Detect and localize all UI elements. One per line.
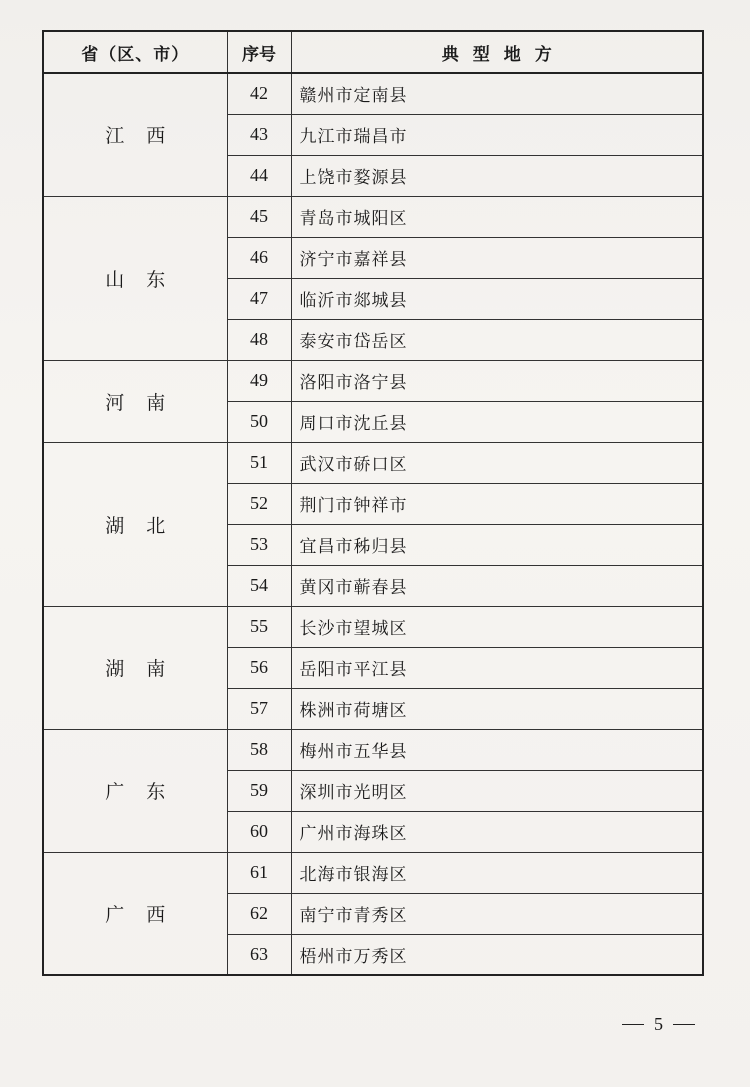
place-cell: 洛阳市洛宁县 (291, 360, 703, 401)
number-cell: 42 (227, 73, 291, 114)
number-cell: 62 (227, 893, 291, 934)
table-body (43, 73, 703, 975)
number-cell: 48 (227, 319, 291, 360)
number-cell: 58 (227, 729, 291, 770)
footer-dash-right (673, 1024, 695, 1026)
province-cell: 湖北 (43, 442, 227, 606)
place-cell: 梧州市万秀区 (291, 934, 703, 975)
number-cell: 43 (227, 114, 291, 155)
table-row (43, 73, 703, 114)
place-cell: 武汉市硚口区 (291, 442, 703, 483)
table-header-row (43, 31, 703, 73)
table-row (43, 606, 703, 647)
footer-dash-left (622, 1024, 644, 1026)
header-place: 典型地方 (291, 31, 703, 73)
number-cell: 54 (227, 565, 291, 606)
table-row (43, 852, 703, 893)
number-cell: 60 (227, 811, 291, 852)
place-cell: 梅州市五华县 (291, 729, 703, 770)
number-cell: 49 (227, 360, 291, 401)
table-row (43, 196, 703, 237)
number-cell: 53 (227, 524, 291, 565)
number-cell: 51 (227, 442, 291, 483)
place-cell: 九江市瑞昌市 (291, 114, 703, 155)
page-number: 5 (654, 1014, 663, 1034)
place-cell: 济宁市嘉祥县 (291, 237, 703, 278)
typical-places-table (42, 30, 704, 976)
number-cell: 61 (227, 852, 291, 893)
number-cell: 45 (227, 196, 291, 237)
province-cell: 江西 (43, 73, 227, 196)
place-cell: 广州市海珠区 (291, 811, 703, 852)
place-cell: 黄冈市蕲春县 (291, 565, 703, 606)
place-cell: 泰安市岱岳区 (291, 319, 703, 360)
number-cell: 52 (227, 483, 291, 524)
number-cell: 55 (227, 606, 291, 647)
province-cell: 广东 (43, 729, 227, 852)
table-row (43, 442, 703, 483)
number-cell: 57 (227, 688, 291, 729)
table-row (43, 360, 703, 401)
place-cell: 北海市银海区 (291, 852, 703, 893)
place-cell: 长沙市望城区 (291, 606, 703, 647)
place-cell: 上饶市婺源县 (291, 155, 703, 196)
table-row (43, 729, 703, 770)
place-cell: 株洲市荷塘区 (291, 688, 703, 729)
header-province: 省（区、市） (43, 31, 227, 73)
number-cell: 56 (227, 647, 291, 688)
place-cell: 赣州市定南县 (291, 73, 703, 114)
place-cell: 临沂市郯城县 (291, 278, 703, 319)
number-cell: 63 (227, 934, 291, 975)
place-cell: 岳阳市平江县 (291, 647, 703, 688)
number-cell: 46 (227, 237, 291, 278)
place-cell: 宜昌市秭归县 (291, 524, 703, 565)
place-cell: 南宁市青秀区 (291, 893, 703, 934)
number-cell: 50 (227, 401, 291, 442)
header-number: 序号 (227, 31, 291, 73)
place-cell: 周口市沈丘县 (291, 401, 703, 442)
number-cell: 44 (227, 155, 291, 196)
province-cell: 湖南 (43, 606, 227, 729)
place-cell: 荆门市钟祥市 (291, 483, 703, 524)
province-cell: 河南 (43, 360, 227, 442)
place-cell: 青岛市城阳区 (291, 196, 703, 237)
province-cell: 山东 (43, 196, 227, 360)
number-cell: 47 (227, 278, 291, 319)
number-cell: 59 (227, 770, 291, 811)
place-cell: 深圳市光明区 (291, 770, 703, 811)
province-cell: 广西 (43, 852, 227, 975)
